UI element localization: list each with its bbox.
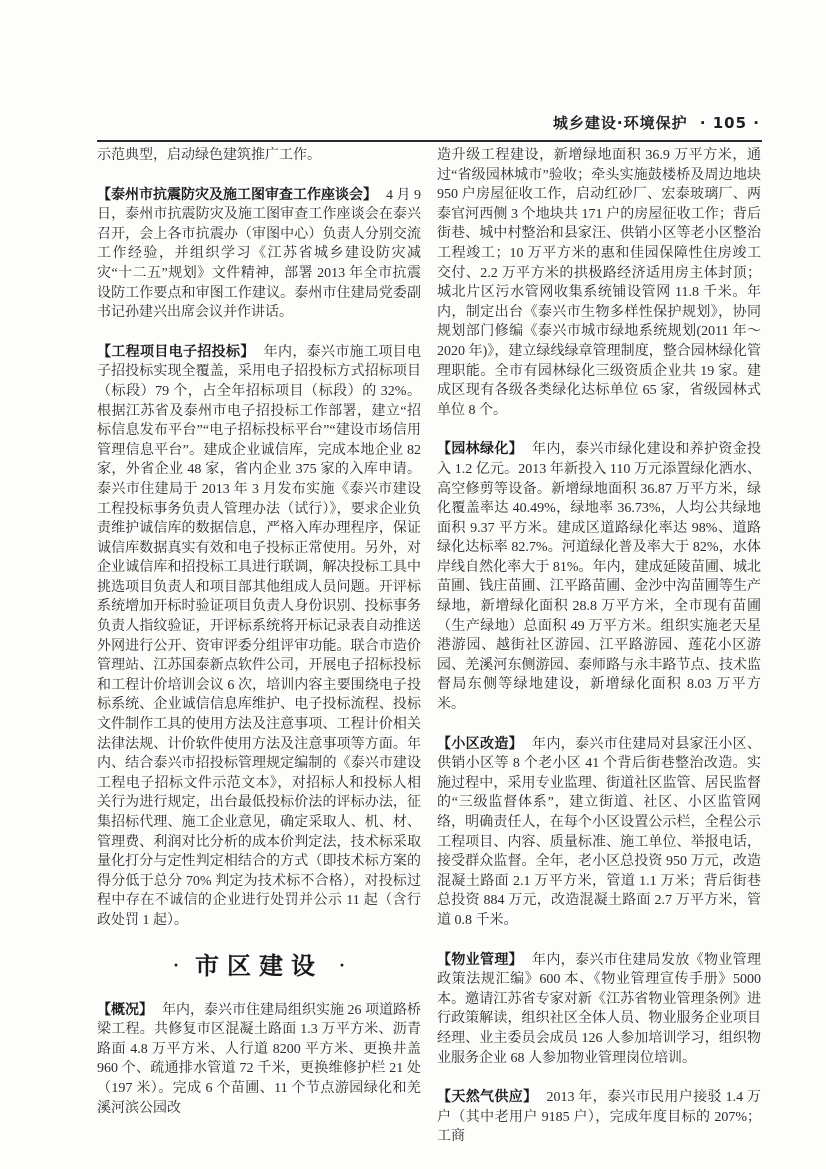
- left-column: [97, 146, 421, 1167]
- entry-text: 年内，泰兴市施工项目电子招投标实现全覆盖，采用电子招投标方式招标项目（标段）79 个，占全年招标项目（标段）的 32%。根据江苏省及泰州市电子招投标工作部署，建立“招标信息发布平台”“电子招标投标平台”“建设市场信用管理信息平台”。建成企业诚信库，完成本地企业 82 家，外省企业 48 家，省内企业 375 家的入库申请。泰兴市住建局于 2013 年 3 月发布实施《泰兴市建设工程投标事务负责人管理办法（试行）》，要求企业负责维护诚信库的数据信息，严格入库办理程序，保证诚信库数据真实有效和电子投标正常使用。另外，对企业诚信库和招投标工具进行联调，解决投标工具中挑选项目负责人和项目部其他组成人员问题。开评标系统增加开标时验证项目负责人身份识别、投标事务负责人指纹验证，开评标系统将开标记录表自动推送外网进行公开、资审评委分组评审功能。联合市造价管理站、江苏国泰新点软件公司，开展电子招标投标和工程计价培训会议 6 次，培训内容主要围绕电子投标系统、企业诚信信息库维护、电子投标流程、投标文件制作工具的使用方法及注意事项、工程计价相关法律法规、计价软件使用方法及注意事项等方面。年内、结合泰兴市招投标管理规定编制的《泰兴市建设工程电子招标文件示范文本》，对招标人和投标人相关行为进行规定，出台最低投标价法的评标办法，征集招标代理、施工企业意见，确定采取人、机、材、管理费、利润对比分析的成本价判定法，技术标采取量化打分与定性判定相结合的方式（即技术标方案的得分低于总分 70% 判定为技术标不合格），对投标过程中存在不诚信的企业进行处罚并公示 11 起（含行政处罚 1 起）。: [97, 344, 422, 928]
- entry-text: 年内，泰兴市住建局对县家汪小区、供销小区等 8 个老小区 41 个背后街巷整治改造。实施过程中，采用专业监理、街道社区监管、居民监督的“三级监督体系”，建立街道、社区、小区监管网络，明确责任人，在每个小区设置公示栏，全程公示工程项目、内容、质量标准、施工单位、举报电话，接受群众监督。全年，老小区总投资 950 万元，改造混凝土路面 2.1 万平方米，管道 1.1 万米；背后街巷总投资 884 万元，改造混凝土路面 2.7 万平方米，管道 0.8 千米。: [437, 736, 761, 928]
- entry: [437, 735, 761, 931]
- section-dot-left: ·: [172, 954, 179, 975]
- entry-title: 【物业管理】: [437, 951, 523, 968]
- running-head: [97, 112, 762, 133]
- entry: [437, 951, 761, 1069]
- entry-title: 【园林绿化】: [437, 441, 523, 458]
- entry: [97, 343, 421, 931]
- header-dot-right: ·: [753, 114, 760, 132]
- entry-title: 【概况】: [97, 1001, 153, 1018]
- entry-text: 年内，泰兴市住建局发放《物业管理政策法规汇编》600 本、《物业管理宣传手册》5000 本。邀请江苏省专家对新《江苏省物业管理条例》进行政策解读，组织社区全体人员、物业服务企业项目经理、业主委员会成员 126 人参加培训学习，组织物业服务企业 68 人参加物业管理岗位培训。: [437, 952, 761, 1066]
- continuation-paragraph: [437, 146, 761, 420]
- header-dot-left: ·: [699, 114, 707, 132]
- entry-title: 【工程项目电子招投标】: [97, 343, 255, 360]
- entry-text: 2013 年，泰兴市民用户接驳 1.4 万户（其中老用户 9185 户），完成年度目标的 207%；工商: [437, 1090, 762, 1145]
- entry: [437, 440, 761, 714]
- right-column: [437, 146, 761, 1167]
- entry-text: 年内，泰兴市住建局组织实施 26 项道路桥梁工程。共修复市区混凝土路面 1.3 万平方米、沥青路面 4.8 万平方米、人行道 8200 平方米、更换井盖 960 个、疏通排水管道 72 千米，更换维修护栏 21 处（197 米）。完成 6 个苗圃、11 个节点游园绿化和羌溪河滨公园改: [97, 1002, 421, 1116]
- entry: [97, 186, 421, 323]
- header-section-title: 城乡建设·环境保护: [552, 114, 688, 132]
- page-number: 105: [712, 114, 748, 132]
- section-dot-right: ·: [339, 954, 346, 975]
- header-rule: [97, 140, 762, 142]
- paragraph-text: 造升级工程建设，新增绿地面积 36.9 万平方米，通过“省级园林城市”验收；牵头实施鼓楼桥及周边地块 950 户房屋征收工作，启动红砂厂、宏泰玻璃厂、两泰官河西侧 3 个地块共 171 户的房屋征收工作；背后街巷、城中村整治和县家汪、供销小区等老小区整治工程竣工；10 万平方米的惠和佳园保障性住房竣工交付、2.2 万平方米的拱极路经济适用房主体封顶；城北片区污水管网收集系统铺设管网 11.8 千米。年内，制定出台《泰兴市生物多样性保护规划》，协同规划部门修编《泰兴市城市绿地系统规划(2011 年～2020 年)》，建立绿线绿章管理制度，整合园林绿化管理职能。全市有园林绿化三级资质企业共 19 家。建成区现有各级各类绿化达标单位 65 家，省级园林式单位 8 个。: [437, 148, 761, 418]
- page-header: [97, 112, 762, 142]
- paragraph-text: 示范典型，启动绿色建筑推广工作。: [97, 148, 321, 163]
- entry-text: 4 月 9 日，泰州市抗震防灾及施工图审查工作座谈会在泰兴召开，会上各市抗震办（审图中心）负责人分别交流工作经验，并组织学习《江苏省城乡建设防灾减灾“十二五”规划》文件精神，部署 2013 年全市抗震设防工作要点和审图工作建议。泰州市住建局党委副书记孙建兴出席会议并作讲话。: [97, 187, 421, 321]
- page-number-block: [700, 114, 760, 132]
- entry: [97, 1001, 421, 1119]
- entry-title: 【小区改造】: [437, 735, 523, 752]
- two-column-body: [97, 146, 762, 1167]
- entry-text: 年内，泰兴市绿化建设和养护资金投入 1.2 亿元。2013 年新投入 110 万元添置绿化洒水、高空修剪等设备。新增绿地面积 36.87 万平方米，绿化覆盖率达 40.49%，绿地率 36.73%，人均公共绿地面积 9.37 平方米。建成区道路绿化率达 98%、道路绿化达标率 82.7%。河道绿化普及率大于 82%，水体岸线自然化率大于 81%。年内，建成延陵苗圃、城北苗圃、钱庄苗圃、江平路苗圃、金沙中沟苗圃等生产绿地，新增绿化面积 28.8 万平方米，全市现有苗圃（生产绿地）总面积 49 万平方米。组织实施老天星港游园、越街社区游园、江平路游园、莲花小区游园、羌溪河东侧游园、泰师路与永丰路节点、技术监督局东侧等绿地建设，新增绿化面积 8.03 万平方米。: [437, 442, 761, 713]
- entry-title: 【泰州市抗震防灾及施工图审查工作座谈会】: [97, 186, 377, 203]
- continuation-paragraph: [97, 146, 421, 166]
- entry-title: 【天然气供应】: [437, 1089, 538, 1106]
- section-heading: [97, 951, 421, 981]
- section-title: 市区建设: [195, 953, 323, 980]
- entry: [437, 1088, 761, 1147]
